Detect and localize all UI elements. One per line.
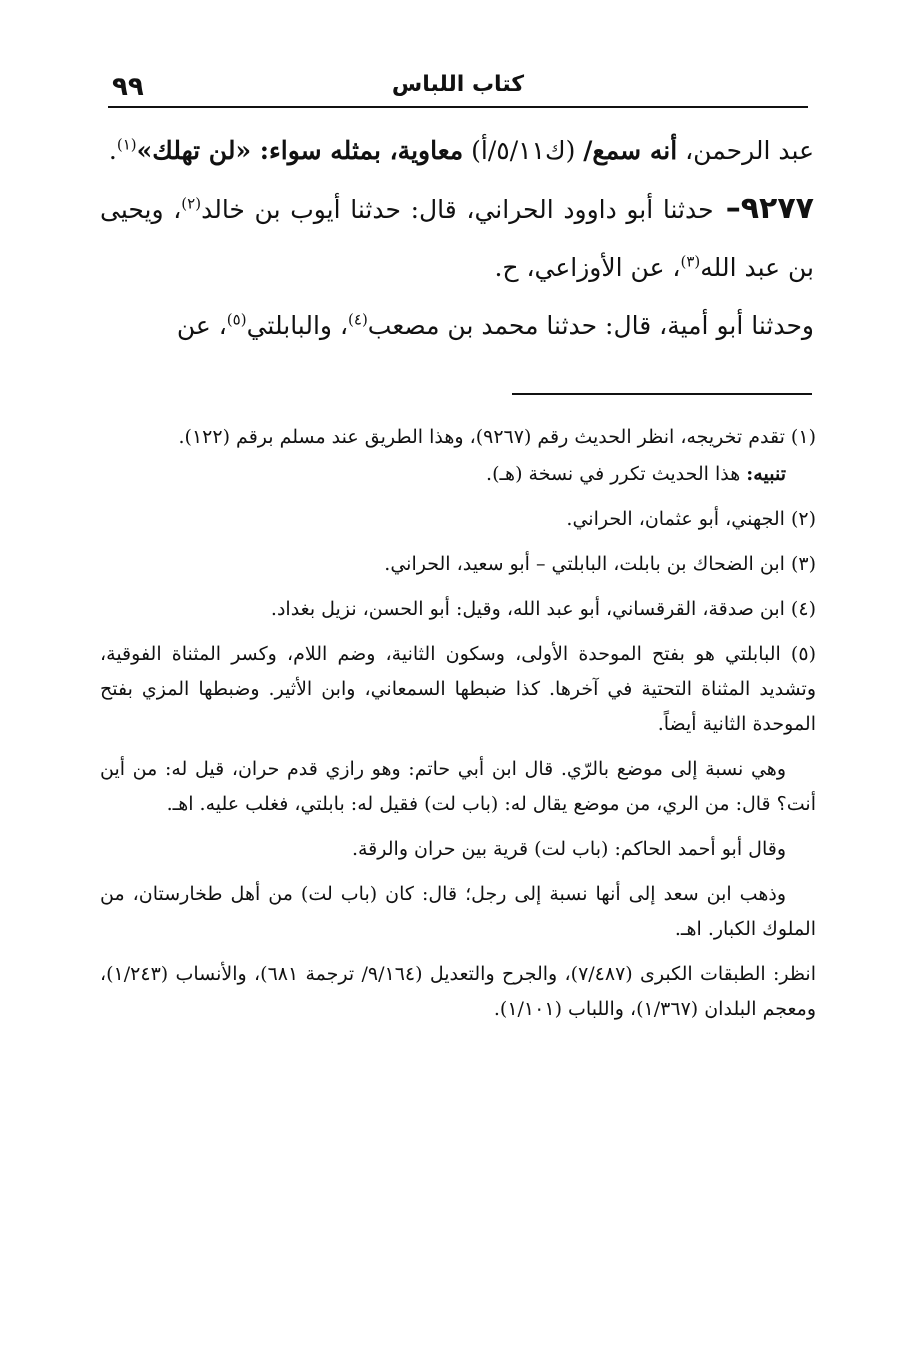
text-segment: . [108,136,117,165]
note-text: هذا الحديث تكرر في نسخة (هـ). [486,463,747,485]
footnote-1-note [100,457,816,492]
manuscript-ref: (ك٥/١١/أ) [463,136,584,165]
main-paragraph-1 [100,122,814,180]
text-segment: ، عن [176,311,227,340]
footnote-3: (٣) ابن الضحاك بن بابلت، البابلتي – أبو سعيد، الحراني. [384,553,816,575]
footnote-5-paragraph: وهي نسبة إلى موضع بالرّي. قال ابن أبي حاتم: وهو رازي قدم حران، قيل له: من أين أنت؟ قال: من الري، من موضع يقال له: (باب لت) فقيل له: بابلتي، فغلب عليه. اهـ. [100,758,816,815]
footnote-2: (٢) الجهني، أبو عثمان، الحراني. [566,508,816,530]
text-segment-bold: أنه سمع/ [583,136,678,165]
footnote-ref-2: (٢) [181,194,202,213]
text-segment: ، [163,195,182,224]
text-segment: حدثنا أبو داوود الحراني، قال: حدثنا أيوب بن خالد [201,195,714,224]
footnote-1: (١) تقدم تخريجه، انظر الحديث رقم (٩٢٦٧)، وهذا الطريق عند مسلم برقم (١٢٢). [178,426,816,448]
hadith-quote: «لن تهلك» [136,136,252,165]
text-segment: عبد الرحمن، [677,136,814,165]
footnote-5-paragraph: وقال أبو أحمد الحاكم: (باب لت) قرية بين حران والرقة. [351,838,786,860]
footnote-5-references: انظر: الطبقات الكبرى (٧/٤٨٧)، والجرح والتعديل (٩/١٦٤/ ترجمة ٦٨١)، والأنساب (١/٢٤٣)، ومعجم البلدان (١/٣٦٧)، واللباب (١/١٠١). [100,963,816,1020]
footnote-ref-1: (١) [116,135,137,154]
main-paragraph-3 [100,297,814,355]
page-number: ٩٩ [112,72,144,102]
footnote-divider [512,393,812,395]
footnote-ref-4: (٤) [348,310,368,329]
note-label: تنبيه: [746,463,786,485]
page-header [108,70,808,108]
text-segment: ، عن الأوزاعي، ح. [494,253,681,282]
footnote-5-paragraph: وذهب ابن سعد إلى أنها نسبة إلى رجل؛ قال: كان (باب لت) من أهل طخارستان، من الملوك الكبار. اهـ. [100,883,816,940]
footnotes [100,420,816,1037]
footnote-4: (٤) ابن صدقة، القرقساني، أبو عبد الله، وقيل: أبو الحسن، نزيل بغداد. [270,598,816,620]
hadith-number: ٩٢٧٧ [740,191,814,226]
text-segment: وحدثنا أبو أمية، قال: حدثنا محمد بن مصعب [367,311,814,340]
hadith-dash: – [713,191,741,226]
main-text [100,122,814,355]
footnote-ref-3: (٣) [680,252,701,271]
text-segment: ويحيى بن عبد الله [100,195,814,282]
text-segment-bold: معاوية، بمثله سواء: [251,136,464,165]
footnote-5: (٥) البابلتي هو بفتح الموحدة الأولى، وسكون الثانية، وضم اللام، وكسر المثناة الفوقية، وتشديد المثناة التحتية في آخرها. كذا ضبطها السمعاني، وابن الأثير. وضبطها المزي بفتح الموحدة الثانية أيضاً. [100,643,816,735]
running-title: كتاب اللباس [391,72,525,97]
text-segment: ، والبابلتي [246,311,349,340]
footnote-ref-5: (٥) [226,310,247,329]
main-paragraph-2 [100,180,814,297]
